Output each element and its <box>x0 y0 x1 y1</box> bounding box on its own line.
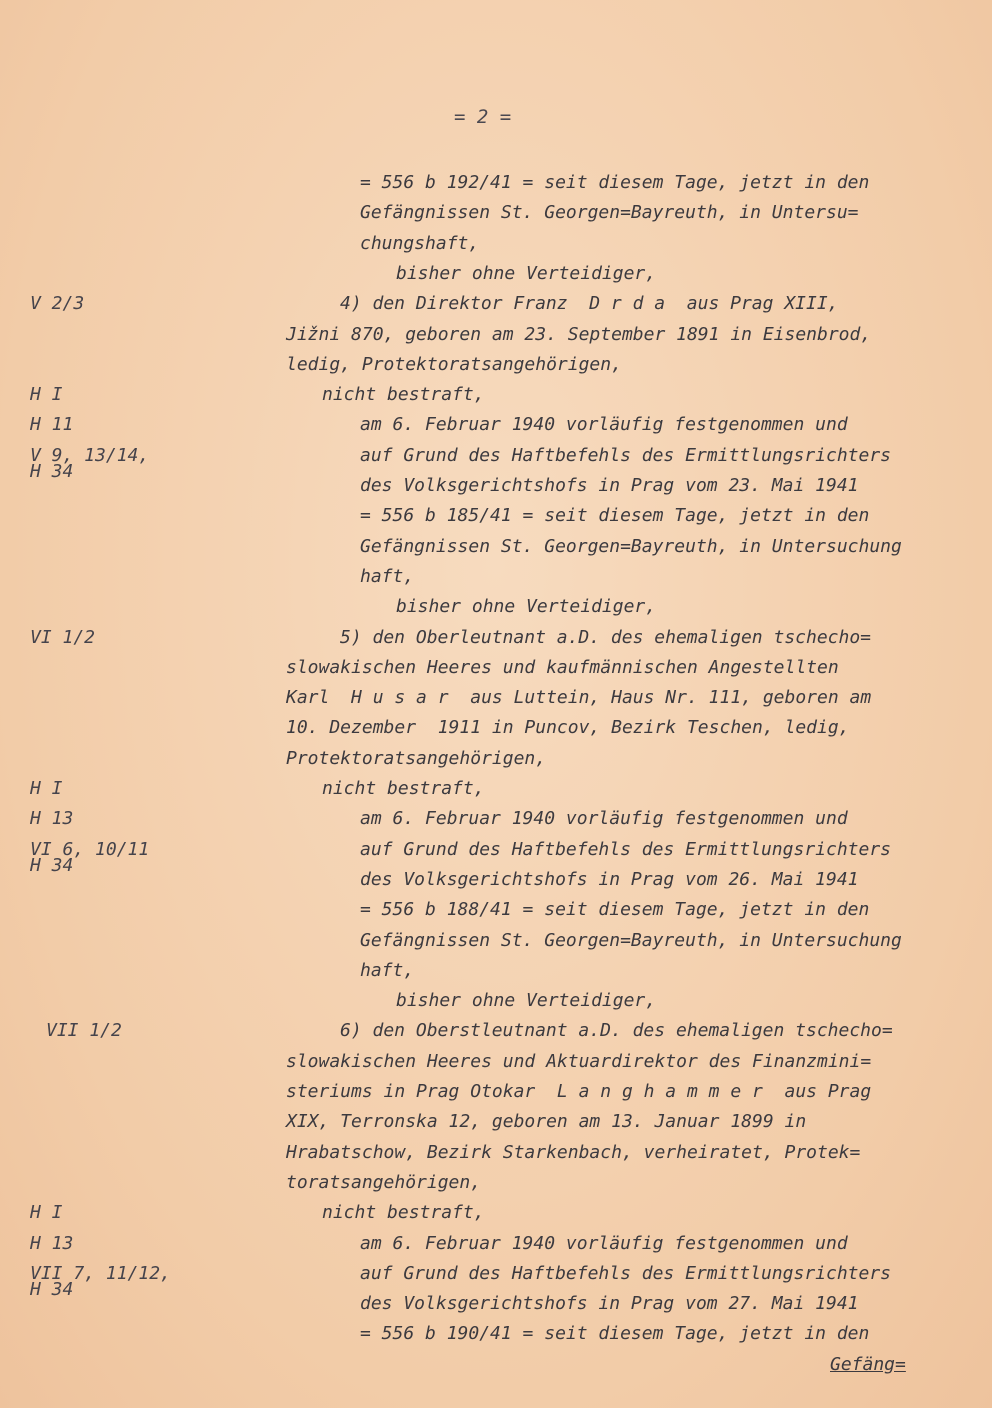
margin-note: H I <box>30 778 63 799</box>
text-line: des Volksgerichtshofs in Prag vom 26. Mai 1941 <box>360 868 859 890</box>
text-line: = 556 b 190/41 = seit diesem Tage, jetzt in den <box>360 1323 870 1345</box>
text-line: chungshaft, <box>360 232 480 254</box>
text-line: slowakischen Heeres und Aktuardirektor des Finanzmini= <box>286 1050 872 1072</box>
text-line: 4) den Direktor Franz D r d a aus Prag XIII, <box>340 293 839 315</box>
text-line: Protektoratsangehörigen, <box>286 747 547 769</box>
text-line: = 556 b 188/41 = seit diesem Tage, jetzt in den <box>360 899 870 921</box>
margin-note: H 13 <box>30 808 74 830</box>
text-line: Gefängnissen St. Georgen=Bayreuth, in Untersuchung <box>360 535 902 557</box>
text-line: 5) den Oberleutnant a.D. des ehemaligen tschecho= <box>340 626 872 648</box>
margin-note: H I <box>30 1202 63 1224</box>
margin-note: H 34 <box>30 1279 74 1301</box>
margin-note: VI 1/2 <box>30 626 96 648</box>
page-number: = 2 = <box>454 106 512 128</box>
text-line: des Volksgerichtshofs in Prag vom 23. Mai 1941 <box>360 475 859 496</box>
margin-note: VII 1/2 <box>46 1020 122 1042</box>
text-line: Jižni 870, geboren am 23. September 1891 in Eisenbrod, <box>286 323 872 345</box>
text-line: slowakischen Heeres und kaufmännischen Angestellten <box>286 656 839 678</box>
margin-note: H 13 <box>30 1232 74 1254</box>
text-line: = 556 b 192/41 = seit diesem Tage, jetzt in den <box>360 172 870 193</box>
text-line: haft, <box>360 565 415 587</box>
margin-note: H 11 <box>30 414 74 436</box>
text-line: am 6. Februar 1940 vorläufig festgenommen und <box>360 808 848 830</box>
text-line: toratsangehörigen, <box>286 1171 482 1193</box>
text-line: auf Grund des Haftbefehls des Ermittlungsrichters <box>360 838 892 860</box>
margin-note: V 9, 13/14, <box>30 444 150 466</box>
text-line: nicht bestraft, <box>322 778 485 799</box>
text-line: Gefängnissen St. Georgen=Bayreuth, in Untersuchung <box>360 929 902 951</box>
text-line: Gefäng= <box>830 1353 906 1375</box>
text-line: am 6. Februar 1940 vorläufig festgenommen und <box>360 1232 848 1254</box>
text-line: am 6. Februar 1940 vorläufig festgenommen und <box>360 414 848 436</box>
text-line: auf Grund des Haftbefehls des Ermittlungsrichters <box>360 444 892 466</box>
margin-note: V 2/3 <box>30 293 85 315</box>
text-line: ledig, Protektoratsangehörigen, <box>286 353 622 375</box>
text-line: nicht bestraft, <box>322 384 485 406</box>
margin-note: VII 7, 11/12, <box>30 1262 171 1284</box>
text-line: nicht bestraft, <box>322 1202 485 1224</box>
text-line: = 556 b 185/41 = seit diesem Tage, jetzt in den <box>360 505 870 527</box>
text-line: XIX, Terronska 12, geboren am 13. Januar 1899 in <box>286 1111 807 1133</box>
text-line: 6) den Oberstleutnant a.D. des ehemaligen tschecho= <box>340 1020 893 1042</box>
text-line: bisher ohne Verteidiger, <box>396 596 657 618</box>
text-line: bisher ohne Verteidiger, <box>396 990 657 1012</box>
text-line: haft, <box>360 959 415 981</box>
text-line: des Volksgerichtshofs in Prag vom 27. Mai 1941 <box>360 1293 859 1315</box>
text-line: bisher ohne Verteidiger, <box>396 262 657 284</box>
text-line: Hrabatschow, Bezirk Starkenbach, verheiratet, Protek= <box>286 1141 861 1163</box>
text-line: steriums in Prag Otokar L a n g h a m m e r aus Prag <box>286 1081 872 1102</box>
margin-note: VI 6, 10/11 <box>30 838 150 860</box>
margin-note: H I <box>30 384 63 406</box>
text-line: Gefängnissen St. Georgen=Bayreuth, in Untersu= <box>360 202 859 224</box>
text-line: 10. Dezember 1911 in Puncov, Bezirk Teschen, ledig, <box>286 717 850 739</box>
text-line: auf Grund des Haftbefehls des Ermittlungsrichters <box>360 1262 892 1284</box>
text-line: Karl H u s a r aus Luttein, Haus Nr. 111, geboren am <box>286 687 872 709</box>
margin-note: H 34 <box>30 855 74 877</box>
margin-note: H 34 <box>30 461 74 483</box>
